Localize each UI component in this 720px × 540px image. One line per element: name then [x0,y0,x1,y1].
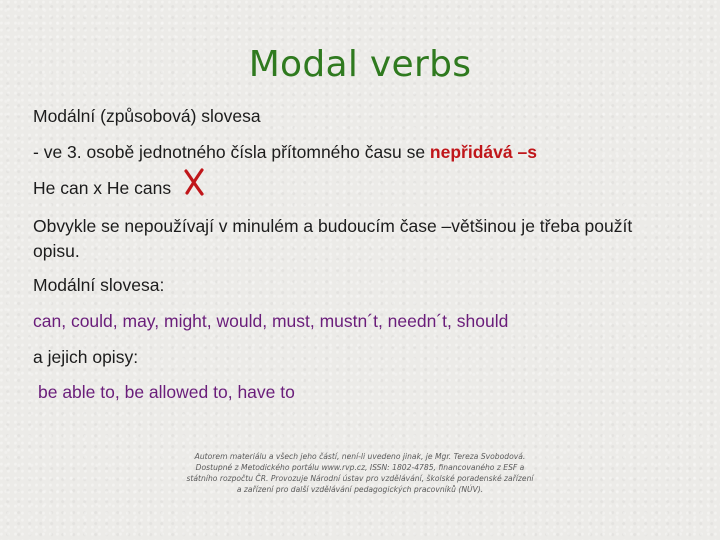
rule-emphasis: nepřidává –s [429,142,537,162]
footer-line: státního rozpočtu ČR. Provozuje Národní ústav pro vzdělávání, školské poradenské zařízení [186,474,534,483]
example-line: He can x He cans [33,178,172,198]
paraphrases-heading: a jejich opisy: [33,347,139,367]
modal-verbs-list: can, could, may, might, would, must, mustn´t, needn´t, should [33,311,509,331]
red-x-mark-icon [183,168,205,196]
footer-credits [150,451,570,495]
paraphrases-list: be able to, be allowed to, have to [38,382,295,402]
rule-line-text: - ve 3. osobě jednotného čísla přítomného času se [33,142,430,162]
footer-line: Dostupné z Metodického portálu www.rvp.cz, ISSN: 1802-4785, financovaného z ESF a [195,463,525,472]
modal-verbs-heading: Modální slovesa: [33,275,165,295]
footer-line: a zařízení pro další vzdělávání pedagogických pracovníků (NÚV). [236,485,484,494]
usage-note: Obvykle se nepoužívají v minulém a budoucím čase –většinou je třeba použít opisu. [33,216,633,261]
intro-line: Modální (způsobová) slovesa [33,106,261,126]
rule-line [33,142,537,163]
page-title: Modal verbs [248,44,472,85]
footer-line: Autorem materiálu a všech jeho částí, není-li uvedeno jinak, je Mgr. Tereza Svobodová. [194,452,526,461]
